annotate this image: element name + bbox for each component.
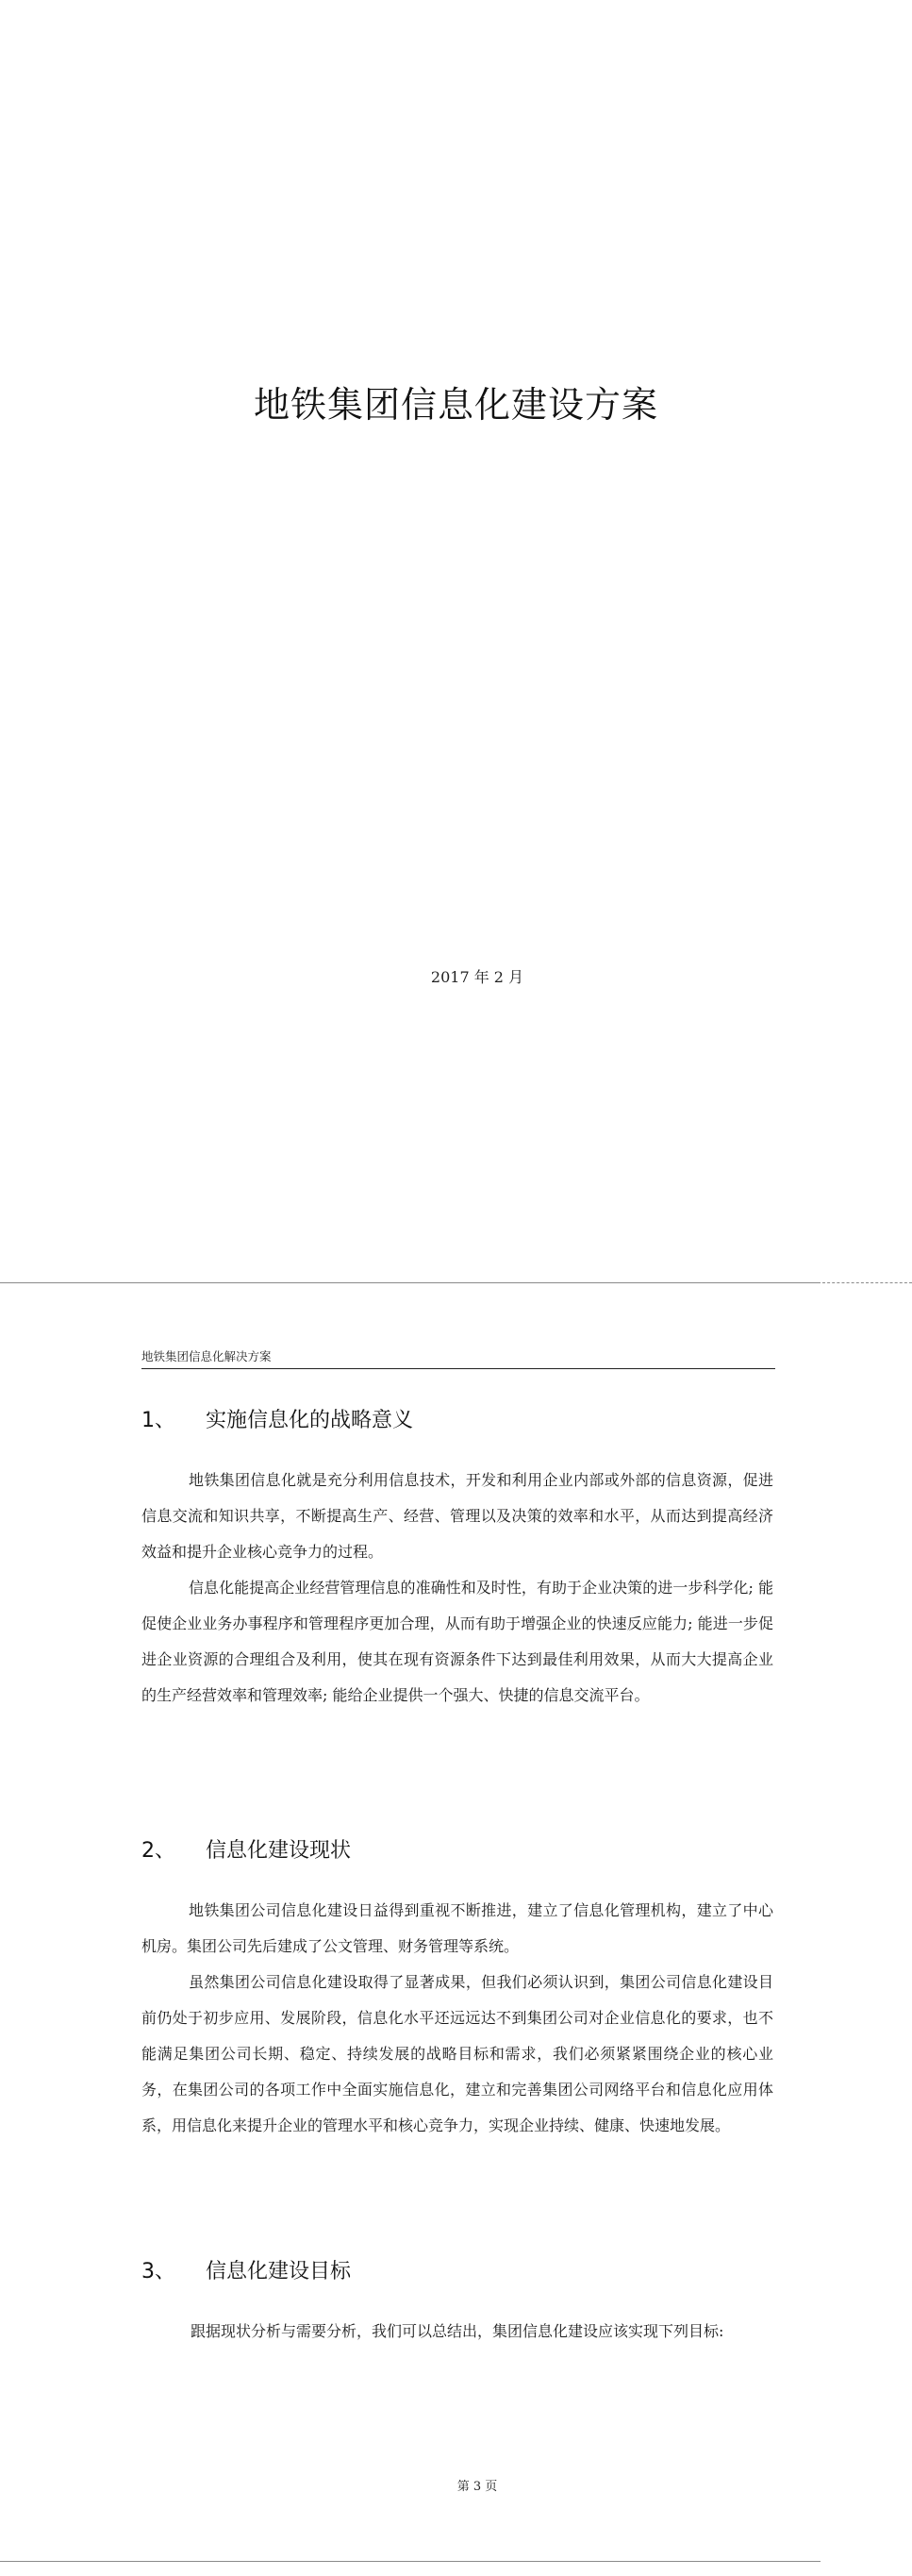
section-title: 实施信息化的战略意义 [206, 1409, 414, 1432]
running-header: 地铁集团信息化解决方案 [141, 1347, 775, 1369]
cover-page [0, 0, 912, 1283]
paragraph: 虽然集团公司信息化建设取得了显著成果，但我们必须认识到，集团公司信息化建设目前仍处于初步应用、发展阶段，信息化水平还远远达不到集团公司对企业信息化的要求，也不能满足集团公司长期、稳定、持续发展的战略目标和需求，我们必须紧紧围绕企业的核心业务，在集团公司的各项工作中全面实施信息化，建立和完善集团公司网络平台和信息化应用体系，用信息化来提升企业的管理水平和核心竞争力，实现企业持续、健康、快速地发展。 [141, 1973, 773, 2134]
document-title: 地铁集团信息化建设方案 [253, 384, 658, 426]
section-heading-1 [141, 1404, 775, 1433]
section-number: 2、 [141, 1839, 175, 1863]
page-divider-rule [0, 1282, 821, 1283]
paragraph: 地铁集团信息化就是充分利用信息技术，开发和利用企业内部或外部的信息资源，促进信息交流和知识共享，不断提高生产、经营、管理以及决策的效率和水平，从而达到提高经济效益和提升企业核心竞争力的过程。 [141, 1471, 773, 1561]
section-heading-2 [141, 1834, 775, 1864]
page-bottom-rule [0, 2561, 821, 2562]
section-number: 1、 [141, 1409, 175, 1432]
paragraph: 信息化能提高企业经营管理信息的准确性和及时性，有助于企业决策的进一步科学化; 能促使企业业务办事程序和管理程序更加合理，从而有助于增强企业的快速反应能力; 能进一步促进企业资源的合理组合及利用，使其在现有资源条件下达到最佳利用效果，从而大大提高企业的生产经营效率和管理效率; 能给企业提供一个强大、快捷的信息交流平台。 [141, 1579, 773, 1704]
paragraph [141, 2314, 773, 2350]
content-page [0, 1285, 912, 2576]
section-number: 3、 [141, 2260, 175, 2283]
paragraph: 地铁集团公司信息化建设日益得到重视不断推进，建立了信息化管理机构，建立了中心机房。集团公司先后建成了公文管理、财务管理等系统。 [141, 1901, 773, 1955]
page-divider-dash [822, 1282, 912, 1283]
section-heading-3 [141, 2255, 775, 2284]
paragraph-text: 跟据现状分析与需要分析，我们可以总结出，集团信息化建设应该实现下列目标: [191, 2322, 724, 2340]
page-number: 第 3 页 [456, 2480, 498, 2494]
document-date: 2017 年 2 月 [430, 968, 524, 986]
section-title: 信息化建设目标 [206, 2260, 352, 2283]
section-title: 信息化建设现状 [206, 1839, 352, 1863]
